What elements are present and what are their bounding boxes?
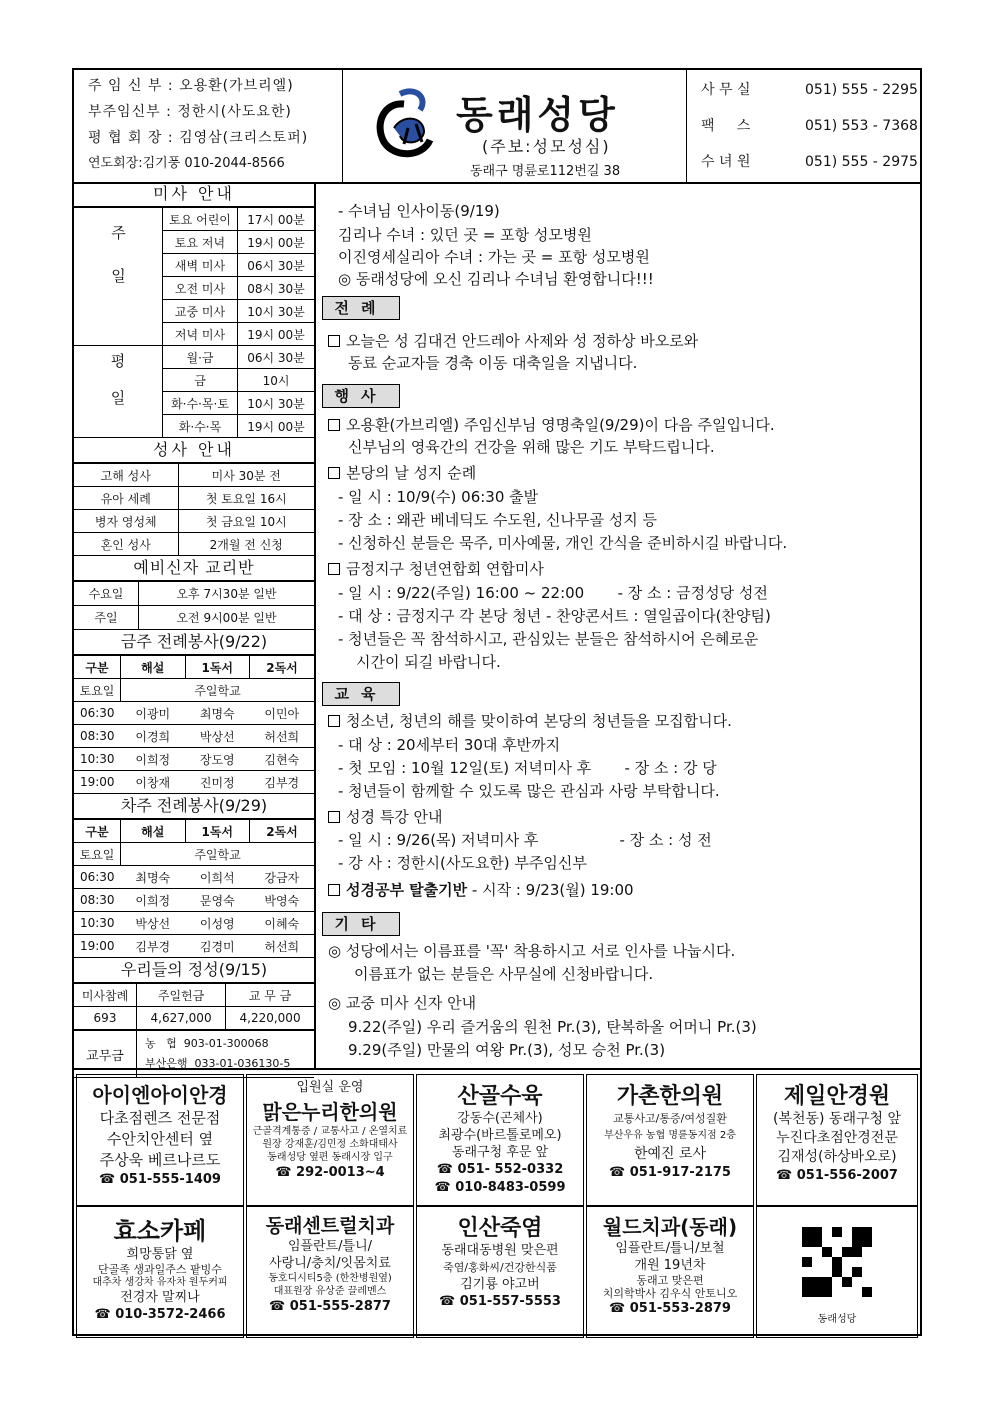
- ad-sangol-suyuk: 산골수육 강동수(곤체사) 최광수(바르톨로메오) 동래구청 후문 앞 ☎ 051- 552-0332 ☎ 010-8483-0599: [416, 1074, 584, 1206]
- qr-code-icon[interactable]: [802, 1227, 872, 1297]
- section-tag-etc: 기타: [322, 912, 400, 936]
- sacrament-table: 고해 성사 미사 30분 전 유아 세례 첫 토요일 16시 병자 영성체 첫 금요일 10시 혼인 성사 2개월 전 신청: [74, 463, 314, 556]
- catechism-title: 예비신자 교리반: [74, 556, 314, 581]
- liturgy-line: 동료 순교자들 경축 이동 대축일을 지냅니다.: [348, 354, 638, 372]
- education-line: 청소년, 청년의 해를 맞이하여 본당의 청년들을 모집합니다.: [328, 710, 732, 731]
- etc-line: ◎ 교중 미사 신자 안내: [328, 994, 477, 1012]
- section-tag-events: 행사: [322, 384, 400, 408]
- notices-column: [314, 182, 920, 1068]
- ad-jeil-optical: 제일안경원 (복천동) 동래구청 앞 누진다초점안경전문 김재성(하상바오로) ☎ 051-556-2007: [756, 1074, 918, 1206]
- left-column: [74, 182, 316, 1068]
- education-line: - 일 시 : 9/26(목) 저녁미사 후 - 장 소 : 성 전: [338, 831, 712, 849]
- education-line: - 강 사 : 정한시(사도요한) 부주임신부: [338, 854, 587, 872]
- ad-gachon-clinic: 가촌한의원 교통사고/통증/여성질환 부산우유 농협 명륜동지점 2층 한예진 로사 ☎ 051-917-2175: [586, 1074, 754, 1206]
- offering-title: 우리들의 정성(9/15): [74, 958, 314, 983]
- servers-next-table: 구분 해설 1독서 2독서 토요일 주일학교 06:30 최명숙 이희석 강금자 08:30 이희정 문영숙 박영숙 10:30 박상선 이성영 이혜숙 19:00 김부경 김경미 허선희: [74, 819, 314, 958]
- contact-info: [686, 70, 921, 182]
- bulletin-page: [72, 68, 922, 1336]
- education-line: 성경공부 탈출기반 - 시작 : 9/23(월) 19:00: [328, 879, 634, 900]
- checkbox-icon: [328, 884, 340, 896]
- checkbox-icon: [328, 335, 340, 347]
- church-logo-icon: [364, 84, 448, 168]
- event-line: 금정지구 청년연합회 연합미사: [328, 558, 544, 579]
- sacrament-title: 성사 안내: [74, 438, 314, 463]
- ad-ini-optical: 아이엔아이안경 다초점렌즈 전문점 수안치안센터 옆 주상욱 베르나르도 ☎ 051-555-1409: [76, 1074, 244, 1206]
- checkbox-icon: [328, 563, 340, 575]
- account-table: 교무금 농 협 903-01-300068 부산은행 033-01-036130-5: [74, 1030, 314, 1078]
- weekday-label: 평일: [74, 346, 163, 438]
- ads-section: [74, 1068, 920, 1336]
- contact-office: 사 무 실 051) 555 - 2295: [701, 82, 918, 98]
- servers-next-title: 차주 전례봉사(9/29): [74, 794, 314, 819]
- servers-this-table: 구분 해설 1독서 2독서 토요일 주일학교 06:30 이광미 최명숙 이민아 08:30 이경희 박상선 허선희 10:30 이희정 장도영 김현숙 19:00 이창재 진미정 김부경: [74, 655, 314, 794]
- clergy-line: 평 협 회 장 : 김영삼(크리스토퍼): [88, 130, 309, 146]
- sunday-label: 주일: [74, 208, 163, 346]
- ad-hyoso-cafe: 효소카페 희망통닭 옆 단골족 생과일주스 팥빙수 대추차 생강차 유자차 원두커피 전경자 말찌나 ☎ 010-3572-2466: [76, 1206, 244, 1338]
- clergy-line: 부주임신부 : 정한시(사도요한): [88, 104, 292, 120]
- ad-malgeun-clinic: 입원실 운영 맑은누리한의원 근골격계통증 / 교통사고 / 온열치료 원장 강재훈/김민정 소화대태사 동래성당 옆편 동래시장 입구 ☎ 292-0013~4: [246, 1074, 414, 1206]
- liturgy-line: 오늘은 성 김대건 안드레아 사제와 성 정하상 바오로와: [328, 330, 698, 351]
- contact-fax: 팩 스 051) 553 - 7368: [701, 118, 918, 134]
- ad-insan-jukyeom: 인산죽염 동래대동병원 맞은편 죽염/홍화씨/건강한식품 김기룡 야고버 ☎ 051-557-5553: [416, 1206, 584, 1338]
- notice-line: 김리나 수녀 : 있던 곳 = 포항 성모병원: [338, 226, 592, 244]
- catechism-table: 수요일 오후 7시30분 일반 주일 오전 9시00분 일반: [74, 581, 314, 630]
- checkbox-icon: [328, 467, 340, 479]
- etc-line: 9.29(주일) 만물의 여왕 Pr.(3), 성모 승천 Pr.(3): [348, 1041, 666, 1059]
- event-line: 시간이 되길 바랍니다.: [356, 653, 501, 671]
- church-subtitle: (주보:성모성심): [482, 137, 611, 156]
- education-line: - 청년들이 함께할 수 있도록 많은 관심과 사랑 부탁합니다.: [338, 782, 720, 800]
- etc-line: ◎ 성당에서는 이름표를 '꼭' 착용하시고 서로 인사를 나눕시다.: [328, 942, 736, 960]
- ad-qr-code: 동래성당: [756, 1206, 918, 1338]
- mass-table: 주일 토요 어린이 17시 00분 토요 저녁 19시 00분 새벽 미사 06시 30분 오전 미사 08시 30분 교중 미사 10시 30분 저녁 미사 19시 00분 평일 월·금 06시 30분 금 10시 화·수·목·토 10시 30분 화·수·목 19시 00분: [74, 207, 314, 438]
- header: [74, 70, 920, 184]
- ad-world-dental: 월드치과(동래) 임플란트/틀니/보철 개원 19년차 동래고 맞은편 치의학박사 김우식 안토니오 ☎ 051-553-2879: [586, 1206, 754, 1338]
- etc-line: 9.22(주일) 우리 즐거움의 원천 Pr.(3), 탄복하올 어머니 Pr.(3): [348, 1018, 757, 1036]
- education-line: - 대 상 : 20세부터 30대 후반까지: [338, 736, 561, 754]
- etc-line: 이름표가 없는 분들은 사무실에 신청바랍니다.: [354, 965, 654, 983]
- event-line: - 일 시 : 10/9(수) 06:30 출발: [338, 488, 539, 506]
- clergy-info: [74, 70, 343, 182]
- church-title: 동래성당: [456, 93, 619, 137]
- event-line: - 청년들은 꼭 참석하시고, 관심있는 분들은 참석하시어 은혜로운: [338, 630, 759, 648]
- offering-table: 미사참례 주일헌금 교 무 금 693 4,627,000 4,220,000: [74, 983, 314, 1030]
- clergy-line: 주 임 신 부 : 오용환(가브리엘): [88, 78, 294, 94]
- section-tag-education: 교육: [322, 682, 400, 706]
- education-line: - 첫 모임 : 10월 12일(토) 저녁미사 후 - 장 소 : 강 당: [338, 759, 717, 777]
- checkbox-icon: [328, 419, 340, 431]
- church-address: 동래구 명륜로112번길 38: [470, 164, 621, 179]
- event-line: - 일 시 : 9/22(주일) 16:00 ~ 22:00 - 장 소 : 금정성당 성전: [338, 584, 768, 602]
- notice-line: - 수녀님 인사이동(9/19): [338, 202, 500, 220]
- account-busan: 부산은행 033-01-036130-5: [145, 1057, 291, 1070]
- notice-line: ◎ 동래성당에 오신 김리나 수녀님 환영합니다!!!: [338, 270, 654, 288]
- notice-line: 이진영세실리아 수녀 : 가는 곳 = 포항 성모병원: [338, 248, 650, 266]
- event-line: 오용환(가브리엘) 주임신부님 영명축일(9/29)이 다음 주일입니다.: [328, 414, 775, 435]
- mass-title: 미사 안내: [74, 182, 314, 207]
- event-line: - 대 상 : 금정지구 각 본당 청년 - 찬양콘서트 : 열일곱이다(찬양팀): [338, 607, 771, 625]
- event-line: - 신청하신 분들은 묵주, 미사예물, 개인 간식을 준비하시길 바랍니다.: [338, 534, 788, 552]
- education-line: 성경 특강 안내: [328, 806, 442, 827]
- event-line: 신부님의 영육간의 건강을 위해 많은 기도 부탁드립니다.: [348, 438, 715, 456]
- contact-convent: 수 녀 원 051) 555 - 2975: [701, 154, 918, 170]
- account-nh: 농 협 903-01-300068: [145, 1037, 269, 1050]
- event-line: - 장 소 : 왜관 베네딕도 수도원, 신나무골 성지 등: [338, 511, 657, 529]
- church-title-block: [342, 70, 686, 182]
- checkbox-icon: [328, 811, 340, 823]
- servers-this-title: 금주 전례봉사(9/22): [74, 630, 314, 655]
- checkbox-icon: [328, 715, 340, 727]
- clergy-line: 연도회장:김기풍 010-2044-8566: [88, 156, 285, 171]
- event-line: 본당의 날 성지 순례: [328, 462, 476, 483]
- ad-central-dental: 동래센트럴치과 임플란트/틀니/ 사랑니/충치/잇몸치료 동호디시티5층 (한찬병원옆) 대표원장 유상준 끌레멘스 ☎ 051-555-2877: [246, 1206, 414, 1338]
- section-tag-liturgy: 전례: [322, 296, 400, 320]
